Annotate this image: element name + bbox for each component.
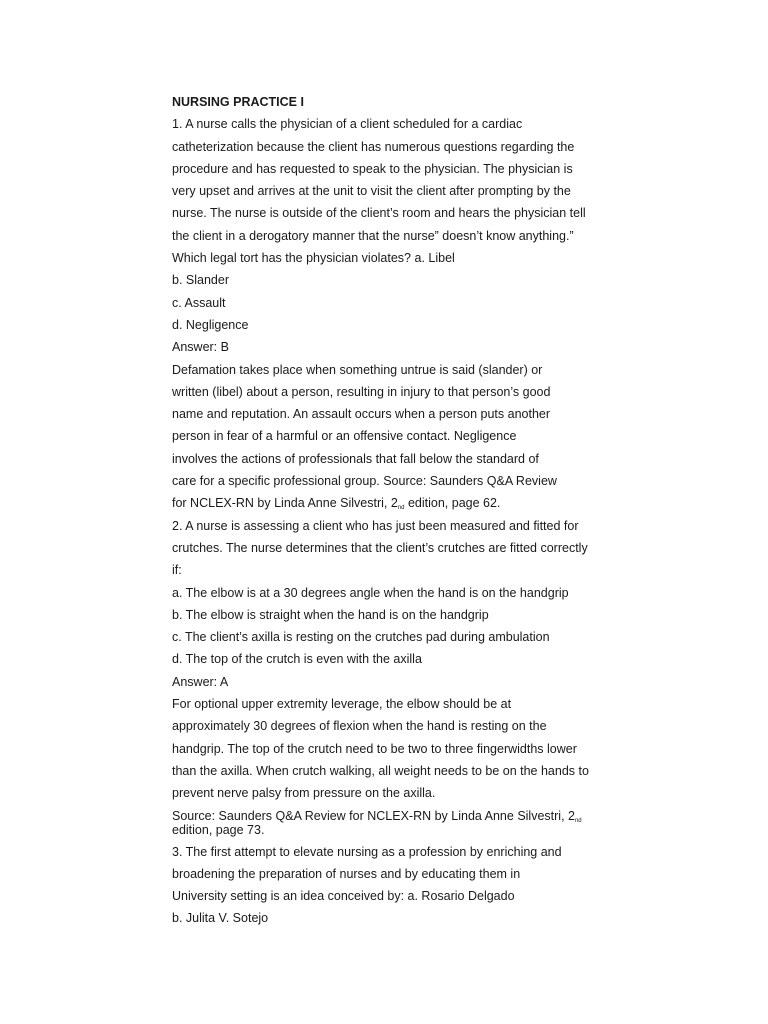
question-stem-line: 1. A nurse calls the physician of a client scheduled for a cardiac: [172, 117, 523, 132]
question-stem-line: the client in a derogatory manner that the nurse” doesn’t know anything.”: [172, 228, 574, 243]
question-2: [172, 515, 602, 841]
answer-option: b. Julita V. Sotejo: [172, 911, 269, 926]
question-stem-line: crutches. The nurse determines that the client’s crutches are fitted correctly: [172, 540, 588, 555]
answer-option: d. Negligence: [172, 317, 249, 332]
source-text: for NCLEX-RN by Linda Anne Silvestri, 2: [172, 496, 398, 511]
question-stem-line: catheterization because the client has numerous questions regarding the: [172, 139, 575, 154]
rationale-line: prevent nerve palsy from pressure on the axilla.: [172, 786, 436, 801]
source-text: Source: Saunders Q&A Review for NCLEX-RN by Linda Anne Silvestri, 2: [172, 808, 575, 823]
question-stem-line: broadening the preparation of nurses and by educating them in: [172, 866, 521, 881]
answer-option: a. The elbow is at a 30 degrees angle when the hand is on the handgrip: [172, 585, 569, 600]
rationale-line: person in fear of a harmful or an offensive contact. Negligence: [172, 429, 517, 444]
rationale-line: involves the actions of professionals that fall below the standard of: [172, 451, 539, 466]
question-stem-line: nurse. The nurse is outside of the client’s room and hears the physician tell: [172, 206, 586, 221]
question-stem-line: very upset and arrives at the unit to visit the client after prompting by the: [172, 184, 571, 199]
rationale-line: written (libel) about a person, resulting in injury to that person’s good: [172, 384, 551, 399]
answer-key: Answer: A: [172, 674, 229, 689]
question-stem-line: 3. The first attempt to elevate nursing as a profession by enriching and: [172, 844, 562, 859]
question-stem-line: University setting is an idea conceived by: a. Rosario Delgado: [172, 889, 515, 904]
source-citation: [172, 492, 602, 514]
answer-option: c. Assault: [172, 295, 226, 310]
answer-key: Answer: B: [172, 340, 229, 355]
question-stem-line: procedure and has requested to speak to the physician. The physician is: [172, 161, 573, 176]
ordinal-suffix: nd: [397, 505, 405, 512]
document-page: [172, 91, 602, 930]
document-title: NURSING PRACTICE I: [172, 95, 304, 109]
source-text: edition, page 73.: [172, 822, 265, 837]
question-stem-line: 2. A nurse is assessing a client who has just been measured and fitted for: [172, 518, 579, 533]
source-citation: [172, 805, 602, 841]
question-1: [172, 113, 602, 514]
question-stem-line: Which legal tort has the physician violates? a. Libel: [172, 251, 455, 266]
rationale-line: For optional upper extremity leverage, the elbow should be at: [172, 697, 512, 712]
rationale-line: than the axilla. When crutch walking, all weight needs to be on the hands to: [172, 763, 589, 778]
rationale-line: care for a specific professional group. Source: Saunders Q&A Review: [172, 474, 557, 489]
rationale-line: Defamation takes place when something untrue is said (slander) or: [172, 362, 543, 377]
answer-option: c. The client’s axilla is resting on the crutches pad during ambulation: [172, 630, 550, 645]
ordinal-suffix: nd: [574, 817, 582, 824]
question-3: [172, 841, 602, 930]
question-stem-line: if:: [172, 563, 182, 578]
answer-option: d. The top of the crutch is even with the axilla: [172, 652, 422, 667]
answer-option: b. Slander: [172, 273, 229, 288]
rationale-line: handgrip. The top of the crutch need to be two to three fingerwidths lower: [172, 741, 577, 756]
answer-option: b. The elbow is straight when the hand is on the handgrip: [172, 607, 489, 622]
source-text: edition, page 62.: [404, 496, 501, 511]
rationale-line: approximately 30 degrees of flexion when the hand is resting on the: [172, 719, 547, 734]
rationale-line: name and reputation. An assault occurs when a person puts another: [172, 407, 551, 422]
